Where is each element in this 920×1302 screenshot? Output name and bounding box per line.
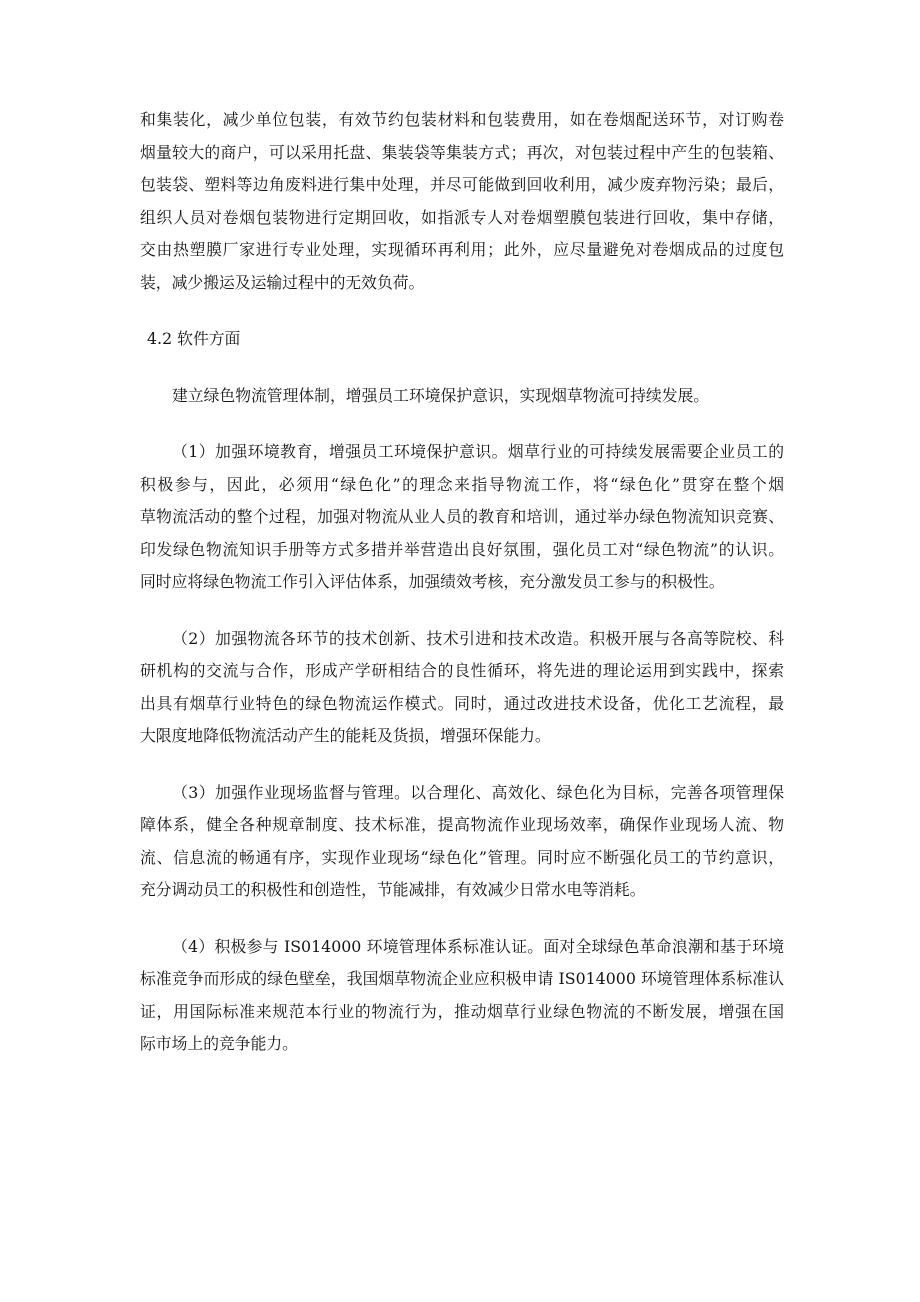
text-line: 标准竞争而形成的绿色壁垒，我国烟草物流企业应积极申请 IS014000 环境管理体系标准认 [140,969,784,988]
section-heading: 4.2 软件方面 [147,329,241,348]
text-line: 充分调动员工的积极性和创造性，节能减排，有效减少日常水电等消耗。 [140,880,646,899]
item-4-paragraph [140,931,784,1061]
text-line: 组织人员对卷烟包装物进行定期回收，如指派专人对卷烟塑膜包装进行回收，集中存储， [140,207,784,227]
text-line: （3）加强作业现场监督与管理。以合理化、高效化、绿色化为目标，完善各项管理保 [172,782,784,802]
text-line: （2）加强物流各环节的技术创新、技术引进和技术改造。积极开展与各高等院校、科 [172,628,784,648]
text-line: 障体系，健全各种规章制度、技术标准，提高物流作业现场效率，确保作业现场人流、物 [140,815,784,834]
text-line: 交由热塑膜厂家进行专业处理，实现循环再利用；此外，应尽量避免对卷烟成品的过度包 [140,240,784,259]
text-line: 印发绿色物流知识手册等方式多措并举营造出良好氛围，强化员工对“绿色物流”的认识。 [140,539,784,559]
text-line: 积极参与，因此，必须用“绿色化”的理念来指导物流工作，将“绿色化”贯穿在整个烟 [140,474,784,494]
text-line: 证，用国际标准来规范本行业的物流行为，推动烟草行业绿色物流的不断发展，增强在国 [140,1001,784,1021]
text-line: 草物流活动的整个过程，加强对物流从业人员的教育和培训，通过举办绿色物流知识竞赛、 [140,507,784,526]
text-line: 烟量较大的商户，可以采用托盘、集装袋等集装方式；再次，对包装过程中产生的包装箱、 [140,142,784,162]
text-line: 和集装化，减少单位包装，有效节约包装材料和包装费用，如在卷烟配送环节，对订购卷 [140,110,784,129]
text-line: 大限度地降低物流活动产生的能耗及货损，增强环保能力。 [140,726,551,745]
item-2-paragraph [140,623,784,753]
text-line: 同时应将绿色物流工作引入评估体系，加强绩效考核，充分激发员工参与的积极性。 [140,572,725,591]
text-line: 装，减少搬运及运输过程中的无效负荷。 [140,272,425,292]
item-3-paragraph [140,777,784,907]
text-line: 际市场上的竞争能力。 [140,1034,298,1053]
paragraph-packaging [140,104,784,299]
item-1-paragraph [140,436,784,599]
text-line: 流、信息流的畅通有序，实现作业现场“绿色化”管理。同时应不断强化员工的节约意识， [140,847,784,867]
text-line: （4）积极参与 IS014000 环境管理体系标准认证。面对全球绿色革命浪潮和基于环境 [172,936,784,956]
text-line: 出具有烟草行业特色的绿色物流运作模式。同时，通过改进技术设备，优化工艺流程，最 [140,693,784,713]
text-line: （1）加强环境教育，增强员工环境保护意识。烟草行业的可持续发展需要企业员工的 [172,442,784,461]
intro-paragraph: 建立绿色物流管理体制，增强员工环境保护意识，实现烟草物流可持续发展。 [172,385,710,405]
text-line: 包装袋、塑料等边角废料进行集中处理，并尽可能做到回收利用，减少废弃物污染；最后， [140,175,784,194]
text-line: 研机构的交流与合作，形成产学研相结合的良性循环，将先进的理论运用到实践中，探索 [140,661,784,680]
